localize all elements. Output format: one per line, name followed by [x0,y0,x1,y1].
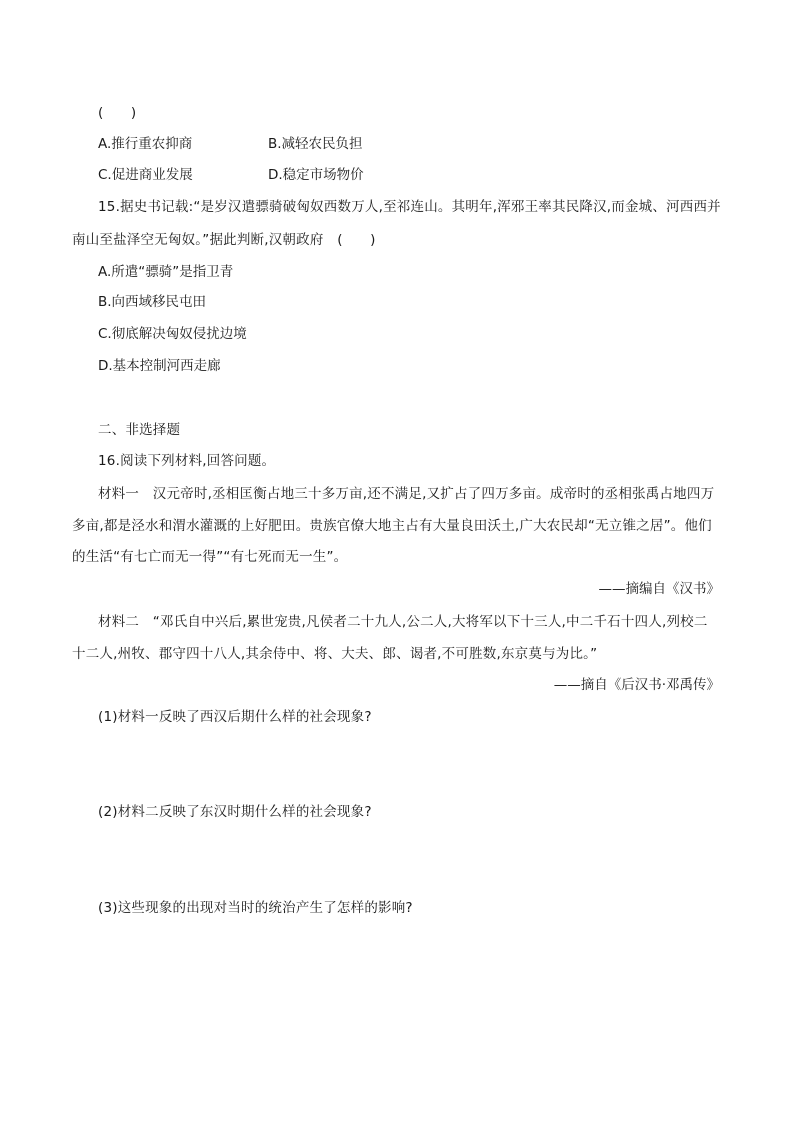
q16-sub-question-3: (3)这些现象的出现对当时的统治产生了怎样的影响? [98,900,413,916]
q14-answer-paren: ( ) [98,105,137,121]
q14-option-b: B.减轻农民负担 [268,136,363,152]
material1-line2: 多亩,都是泾水和渭水灌溉的上好肥田。贵族官僚大地主占有大量良田沃土,广大农民却“无立锥之居”。他们 [72,518,712,534]
q15-stem-line1: 15.据史书记载:“是岁汉遣骠骑破匈奴西数万人,至祁连山。其明年,浑邪王率其民降汉,而金城、河西西并 [98,199,721,215]
q14-option-d: D.稳定市场物价 [268,167,364,183]
q16-sub-question-2: (2)材料二反映了东汉时期什么样的社会现象? [98,804,372,820]
material2-line1: 材料二 “邓氏自中兴后,累世宠贵,凡侯者二十九人,公二人,大将军以下十三人,中二千石十四人,列校二 [98,614,708,630]
material1-source: ——摘编自《汉书》 [598,581,720,597]
q15-option-b: B.向西域移民屯田 [98,294,207,310]
material2-source: ——摘自《后汉书·邓禹传》 [553,677,720,693]
q16-sub-question-1: (1)材料一反映了西汉后期什么样的社会现象? [98,709,372,725]
section-title: 二、非选择题 [98,422,181,438]
q14-option-c: C.促进商业发展 [98,167,193,183]
q15-option-d: D.基本控制河西走廊 [98,358,221,374]
material1-line1: 材料一 汉元帝时,丞相匡衡占地三十多万亩,还不满足,又扩占了四万多亩。成帝时的丞相张禹占地四万 [98,486,715,502]
q15-option-c: C.彻底解决匈奴侵扰边境 [98,326,247,342]
material2-line2: 十二人,州牧、郡守四十八人,其余侍中、将、大夫、郎、谒者,不可胜数,东京莫与为比。” [72,646,598,662]
q14-option-a: A.推行重农抑商 [98,136,193,152]
material1-line3: 的生活“有七亡而无一得”“有七死而无一生”。 [72,549,348,565]
q16-intro: 16.阅读下列材料,回答问题。 [98,453,276,469]
q15-stem-line2: 南山至盐泽空无匈奴。”据此判断,汉朝政府 ( ) [72,232,376,248]
q15-option-a: A.所遣“骠骑”是指卫青 [98,264,234,280]
